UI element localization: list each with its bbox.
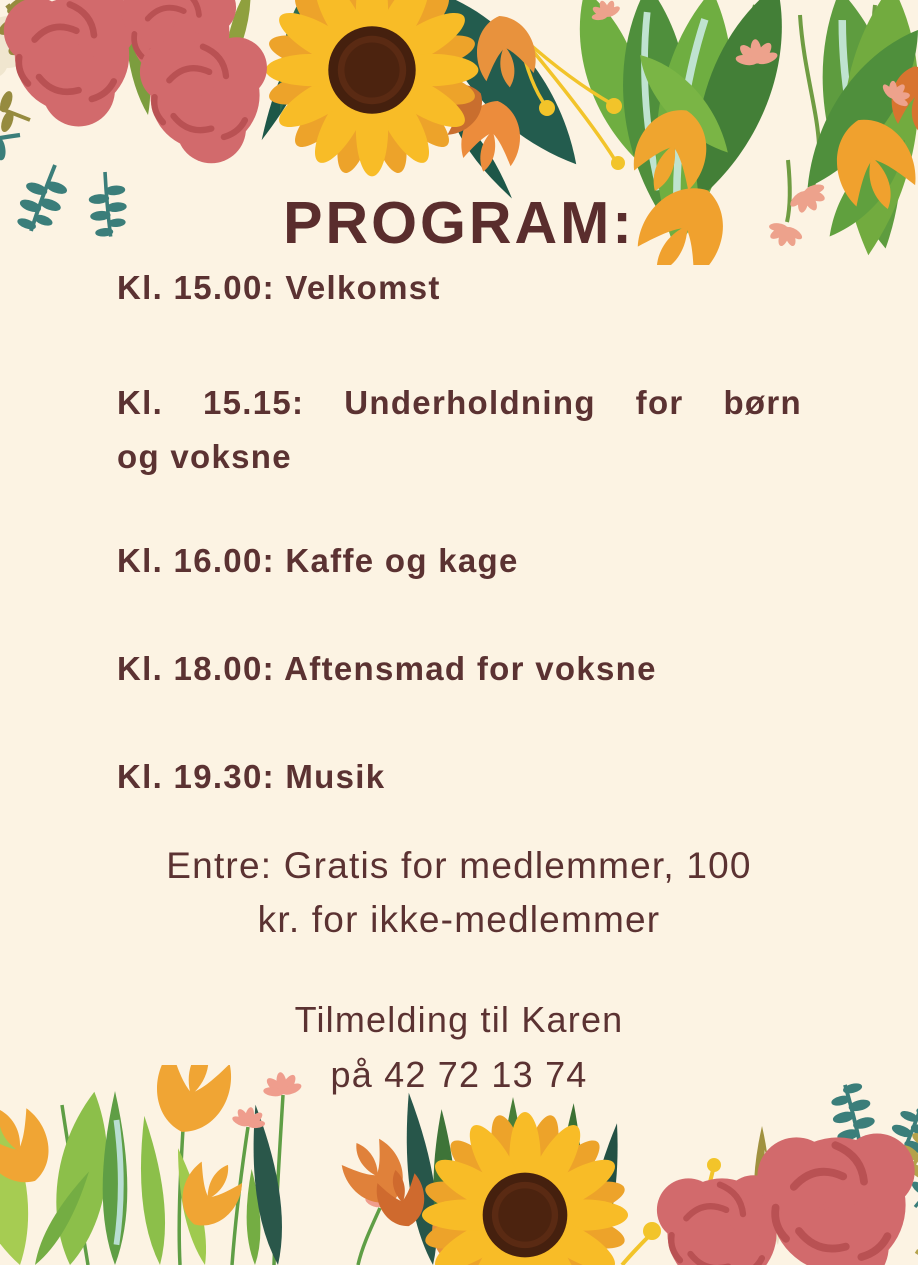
page-title: PROGRAM: bbox=[283, 190, 635, 256]
sunflower-icon bbox=[422, 1112, 629, 1265]
entry-fee-text bbox=[58, 839, 860, 947]
schedule-item-5-text: Kl. 19.30: Musik bbox=[117, 758, 386, 795]
schedule-item-3-text: Kl. 16.00: Kaffe og kage bbox=[117, 542, 519, 579]
schedule-item-5 bbox=[117, 757, 802, 797]
schedule-item-2-line-2: og voksne bbox=[117, 438, 292, 475]
schedule-item-1 bbox=[117, 268, 802, 308]
schedule-item-3 bbox=[117, 541, 802, 581]
schedule-item-2 bbox=[117, 376, 802, 484]
schedule-item-1-text: Kl. 15.00: Velkomst bbox=[117, 269, 441, 306]
schedule-item-4 bbox=[117, 649, 802, 689]
bottom-right-peony-bouquet bbox=[657, 1080, 918, 1265]
schedule-item-2-line-1: Kl. 15.15: Underholdning for børn bbox=[117, 384, 802, 421]
top-sunflower-cluster bbox=[215, 0, 625, 203]
entry-fee-line-1: Entre: Gratis for medlemmer, 100 bbox=[166, 845, 752, 886]
signup-line-1: Tilmelding til Karen bbox=[294, 999, 624, 1040]
schedule-item-4-text: Kl. 18.00: Aftensmad for voksne bbox=[117, 650, 657, 687]
bottom-floral-border bbox=[0, 1065, 918, 1265]
bottom-left-foliage bbox=[0, 1065, 400, 1265]
signup-line-2: på 42 72 13 74 bbox=[330, 1054, 588, 1095]
peony-flowers bbox=[657, 1134, 915, 1265]
entry-fee-line-2: kr. for ikke-medlemmer bbox=[257, 899, 661, 940]
sunflower-icon bbox=[265, 0, 478, 177]
bottom-sunflower-cluster bbox=[332, 1091, 721, 1265]
